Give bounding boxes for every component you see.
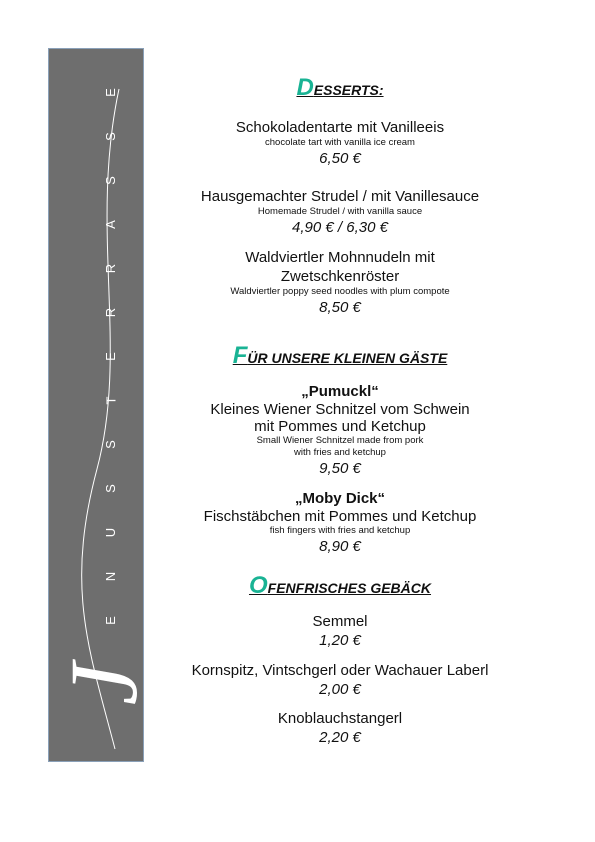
brand-letter: S: [103, 484, 119, 493]
item-title: „Pumuckl“: [301, 383, 379, 400]
item-name: mit Pommes und Ketchup: [254, 418, 426, 435]
brand-letter: E: [103, 616, 119, 625]
brand-letter: E: [103, 352, 119, 361]
menu-item: [150, 187, 530, 237]
item-description: Homemade Strudel / with vanilla sauce: [257, 206, 423, 217]
menu-item: [150, 709, 530, 747]
item-price: 8,90 €: [319, 538, 361, 555]
brand-letter: S: [103, 176, 119, 185]
item-name: Knoblauchstangerl: [277, 710, 403, 727]
item-price: 1,20 €: [319, 632, 361, 649]
item-name: Zwetschkenröster: [280, 268, 400, 285]
item-price: 4,90 € / 6,30 €: [292, 219, 388, 236]
item-description: Waldviertler poppy seed noodles with plum compote: [230, 286, 450, 297]
brand-monogram: J: [50, 662, 157, 706]
menu-item: [150, 383, 530, 478]
brand-letter: S: [103, 440, 119, 449]
item-price: 9,50 €: [319, 460, 361, 477]
item-name: Schokoladentarte mit Vanilleeis: [235, 119, 445, 136]
item-price: 2,20 €: [319, 729, 361, 746]
brand-letter: A: [103, 220, 119, 229]
menu-item: [150, 118, 530, 168]
section-title-bakery: OFENFRISCHES GEBÄCK: [248, 572, 432, 599]
item-name: Waldviertler Mohnnudeln mit: [245, 249, 435, 266]
menu-item: [150, 661, 530, 699]
item-price: 8,50 €: [319, 299, 361, 316]
brand-letter: U: [102, 527, 118, 538]
item-description: fish fingers with fries and ketchup: [269, 525, 411, 536]
item-name: Hausgemachter Strudel / mit Vanillesauce: [200, 188, 480, 205]
brand-letter: T: [103, 396, 119, 405]
section-title-kids: FÜR UNSERE KLEINEN GÄSTE: [232, 342, 448, 369]
item-description: chocolate tart with vanilla ice cream: [265, 137, 415, 148]
item-description: Small Wiener Schnitzel made from pork: [256, 435, 424, 446]
item-name: Semmel: [312, 613, 368, 630]
item-name: Kleines Wiener Schnitzel vom Schwein: [210, 401, 470, 418]
item-name: Fischstäbchen mit Pommes und Ketchup: [203, 508, 477, 525]
brand-letter: R: [102, 263, 118, 274]
item-name: Kornspitz, Vintschgerl oder Wachauer Laberl: [191, 662, 489, 679]
menu-item: [150, 248, 530, 317]
section-title-desserts: DESSERTS:: [296, 74, 384, 101]
item-price: 2,00 €: [319, 681, 361, 698]
brand-letter: R: [102, 307, 118, 318]
brand-letter: S: [103, 132, 119, 141]
item-title: „Moby Dick“: [294, 490, 385, 507]
item-price: 6,50 €: [319, 150, 361, 167]
brand-sidebar: [48, 48, 157, 762]
item-description: with fries and ketchup: [294, 447, 386, 458]
brand-letter: E: [103, 88, 119, 97]
brand-letter: N: [102, 571, 118, 582]
menu-item: [150, 490, 530, 556]
menu-item: [150, 612, 530, 650]
